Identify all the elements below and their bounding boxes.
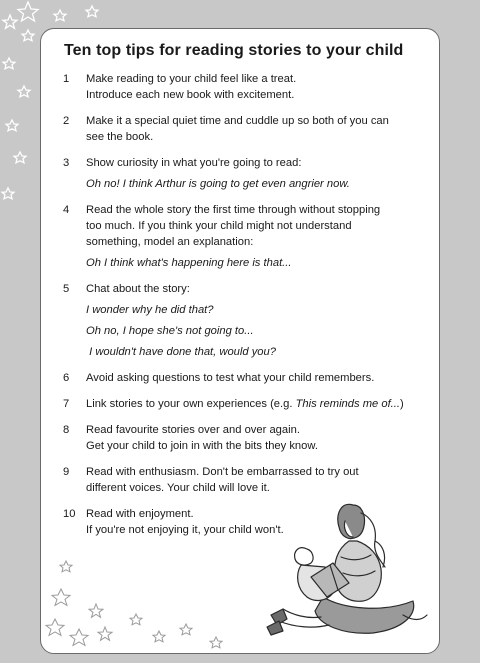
list-item [63, 113, 433, 145]
tip-number: 3 [63, 157, 70, 169]
tip-text-prefix: Link stories to your own experiences (e.g. [86, 398, 296, 410]
tips-list [63, 71, 433, 548]
tip-text: Read the whole story the first time through without stopping [86, 204, 381, 216]
star-icon [54, 10, 66, 21]
tip-text: Show curiosity in what you're going to read: [86, 157, 302, 169]
list-item [63, 396, 433, 412]
tip-text: Make reading to your child feel like a treat. [86, 73, 297, 85]
list-item [63, 464, 433, 496]
tip-text: see the book. [86, 131, 154, 143]
tip-text-italic: This reminds me of... [295, 398, 401, 410]
tip-number: 7 [63, 398, 70, 410]
tip-example: I wonder why he did that? [86, 304, 214, 316]
tip-text: something, model an explanation: [86, 236, 254, 248]
tip-text: Get your child to join in with the bits they know. [86, 440, 318, 452]
mother-and-child-reading-illustration [253, 497, 433, 654]
star-icon [86, 6, 98, 17]
tip-number: 1 [63, 73, 70, 85]
list-item [63, 281, 433, 360]
star-icon [22, 30, 34, 41]
star-icon [70, 629, 88, 645]
page-title: Ten top tips for reading stories to your child [64, 42, 404, 59]
star-icon [210, 637, 222, 648]
tip-text: Read with enthusiasm. Don't be embarrassed to try out [86, 466, 359, 478]
star-icon [52, 589, 70, 605]
tip-text: Chat about the story: [86, 283, 190, 295]
tip-text-suffix: ) [400, 398, 404, 410]
list-item [63, 422, 433, 454]
tip-text: Avoid asking questions to test what your child remembers. [86, 372, 375, 384]
tip-text: different voices. Your child will love it. [86, 482, 270, 494]
star-icon [60, 561, 72, 572]
tip-text: too much. If you think your child might not understand [86, 220, 352, 232]
tip-text: Read with enjoyment. [86, 508, 194, 520]
tip-text [86, 396, 433, 412]
tip-text: Make it a special quiet time and cuddle up so both of you can [86, 115, 389, 127]
tip-number: 9 [63, 466, 70, 478]
tip-text: Introduce each new book with excitement. [86, 89, 295, 101]
star-icon [98, 627, 112, 640]
tip-number: 8 [63, 424, 70, 436]
star-icon [14, 152, 26, 163]
card-stars [41, 549, 241, 654]
star-icon [18, 86, 30, 97]
star-icon [6, 120, 18, 131]
list-item [63, 202, 433, 271]
tip-number: 5 [63, 283, 70, 295]
tip-text: Read favourite stories over and over again. [86, 424, 300, 436]
tip-example: Oh no! I think Arthur is going to get even angrier now. [86, 178, 350, 190]
list-item [63, 71, 433, 103]
list-item [63, 155, 433, 192]
tip-example: Oh no, I hope she's not going to... [86, 325, 254, 337]
tip-number: 4 [63, 204, 70, 216]
star-icon [89, 604, 103, 617]
star-icon [3, 58, 15, 69]
tip-example: I wouldn't have done that, would you? [86, 346, 276, 358]
star-icon [180, 624, 192, 635]
star-icon [153, 631, 165, 642]
tip-example: Oh I think what's happening here is that... [86, 257, 292, 269]
tip-number: 10 [63, 508, 76, 520]
star-icon [3, 15, 17, 28]
tip-text: If you're not enjoying it, your child won't. [86, 524, 284, 536]
tip-number: 6 [63, 372, 70, 384]
tip-number: 2 [63, 115, 70, 127]
star-icon [18, 2, 38, 21]
star-icon [130, 614, 142, 625]
list-item [63, 370, 433, 386]
star-icon [2, 188, 14, 199]
tips-card [40, 28, 440, 654]
star-icon [46, 619, 64, 635]
